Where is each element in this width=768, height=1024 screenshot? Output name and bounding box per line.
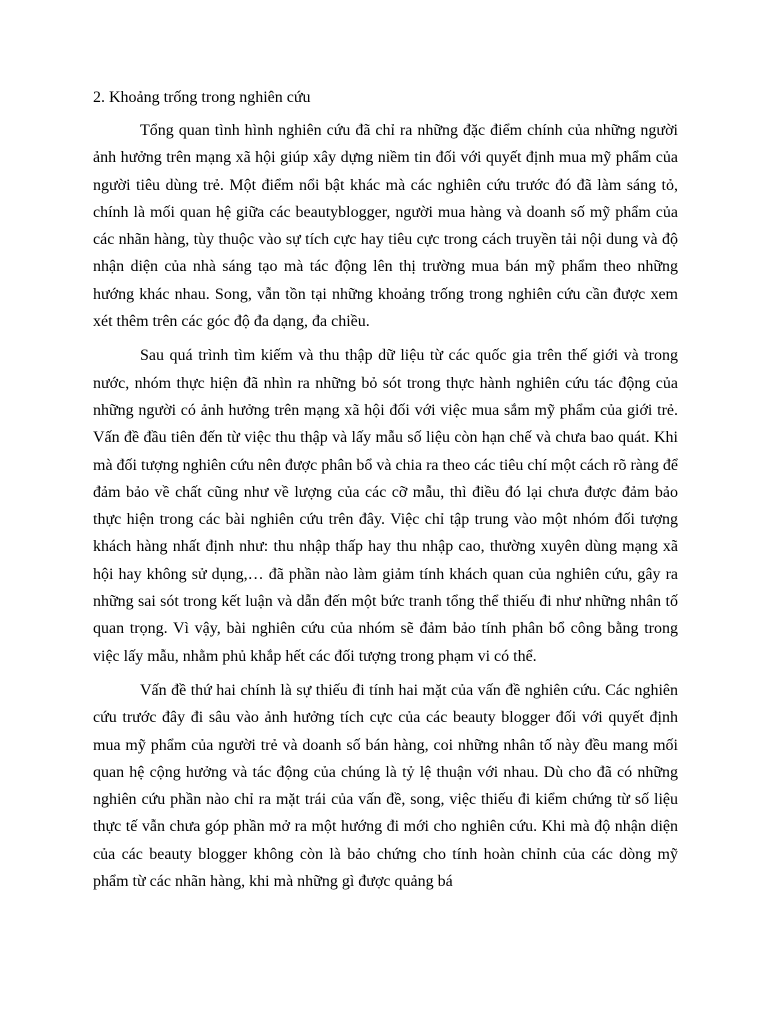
paragraph-sampling-gap: Sau quá trình tìm kiếm và thu thập dữ liệu từ các quốc gia trên thế giới và trong nước, nhóm thực hiện đã nhìn ra những bỏ sót trong thực hành nghiên cứu tác động của những người có ảnh hưởng trên mạng xã hội đối với việc mua sắm mỹ phẩm của giới trẻ. Vấn đề đầu tiên đến từ việc thu thập và lấy mẫu số liệu còn hạn chế và chưa bao quát. Khi mà đối tượng nghiên cứu nên được phân bổ và chia ra theo các tiêu chí một cách rõ ràng để đảm bảo về chất cũng như về lượng của các cỡ mẫu, thì điều đó lại chưa được đảm bảo thực hiện trong các bài nghiên cứu trên đây. Việc chỉ tập trung vào một nhóm đối tượng khách hàng nhất định như: thu nhập thấp hay thu nhập cao, thường xuyên dùng mạng xã hội hay không sử dụng,… đã phần nào làm giảm tính khách quan của nghiên cứu, gây ra những sai sót trong kết luận và dẫn đến một bức tranh tổng thể thiếu đi như những nhân tố quan trọng. Vì vậy, bài nghiên cứu của nhóm sẽ đảm bảo tính phân bổ công bằng trong việc lấy mẫu, nhằm phủ khắp hết các đối tượng trong phạm vi có thể. (93, 347, 678, 665)
section-heading: 2. Khoảng trống trong nghiên cứu (93, 89, 311, 106)
paragraph-overview: Tổng quan tình hình nghiên cứu đã chỉ ra những đặc điểm chính của những người ảnh hưởng trên mạng xã hội giúp xây dựng niềm tin đối với quyết định mua mỹ phẩm của người tiêu dùng trẻ. Một điểm nổi bật khác mà các nghiên cứu trước đó đã làm sáng tỏ, chính là mối quan hệ giữa các beautyblogger, người mua hàng và doanh số mỹ phẩm của các nhãn hàng, tùy thuộc vào sự tích cực hay tiêu cực trong cách truyền tải nội dung và độ nhận diện của nhà sáng tạo mà tác động lên thị trường mua bán mỹ phẩm theo những hướng khác nhau. Song, vẫn tồn tại những khoảng trống trong nghiên cứu cần được xem xét thêm trên các góc độ đa dạng, đa chiều. (93, 122, 678, 331)
document-page (93, 84, 678, 902)
paragraph-two-sided-gap: Vấn đề thứ hai chính là sự thiếu đi tính hai mặt của vấn đề nghiên cứu. Các nghiên cứu trước đây đi sâu vào ảnh hưởng tích cực của các beauty blogger đối với quyết định mua mỹ phẩm của người trẻ và doanh số bán hàng, coi những nhân tố này đều mang mối quan hệ cộng hưởng và tác động của chúng là tỷ lệ thuận với nhau. Dù cho đã có những nghiên cứu phần nào chỉ ra mặt trái của vấn đề, song, việc thiếu đi kiểm chứng từ số liệu thực tế vẫn chưa góp phần mở ra một hướng đi mới cho nghiên cứu. Khi mà độ nhận diện của các beauty blogger không còn là bảo chứng cho tính hoàn chỉnh của các dòng mỹ phẩm từ các nhãn hàng, khi mà những gì được quảng bá (93, 681, 678, 891)
